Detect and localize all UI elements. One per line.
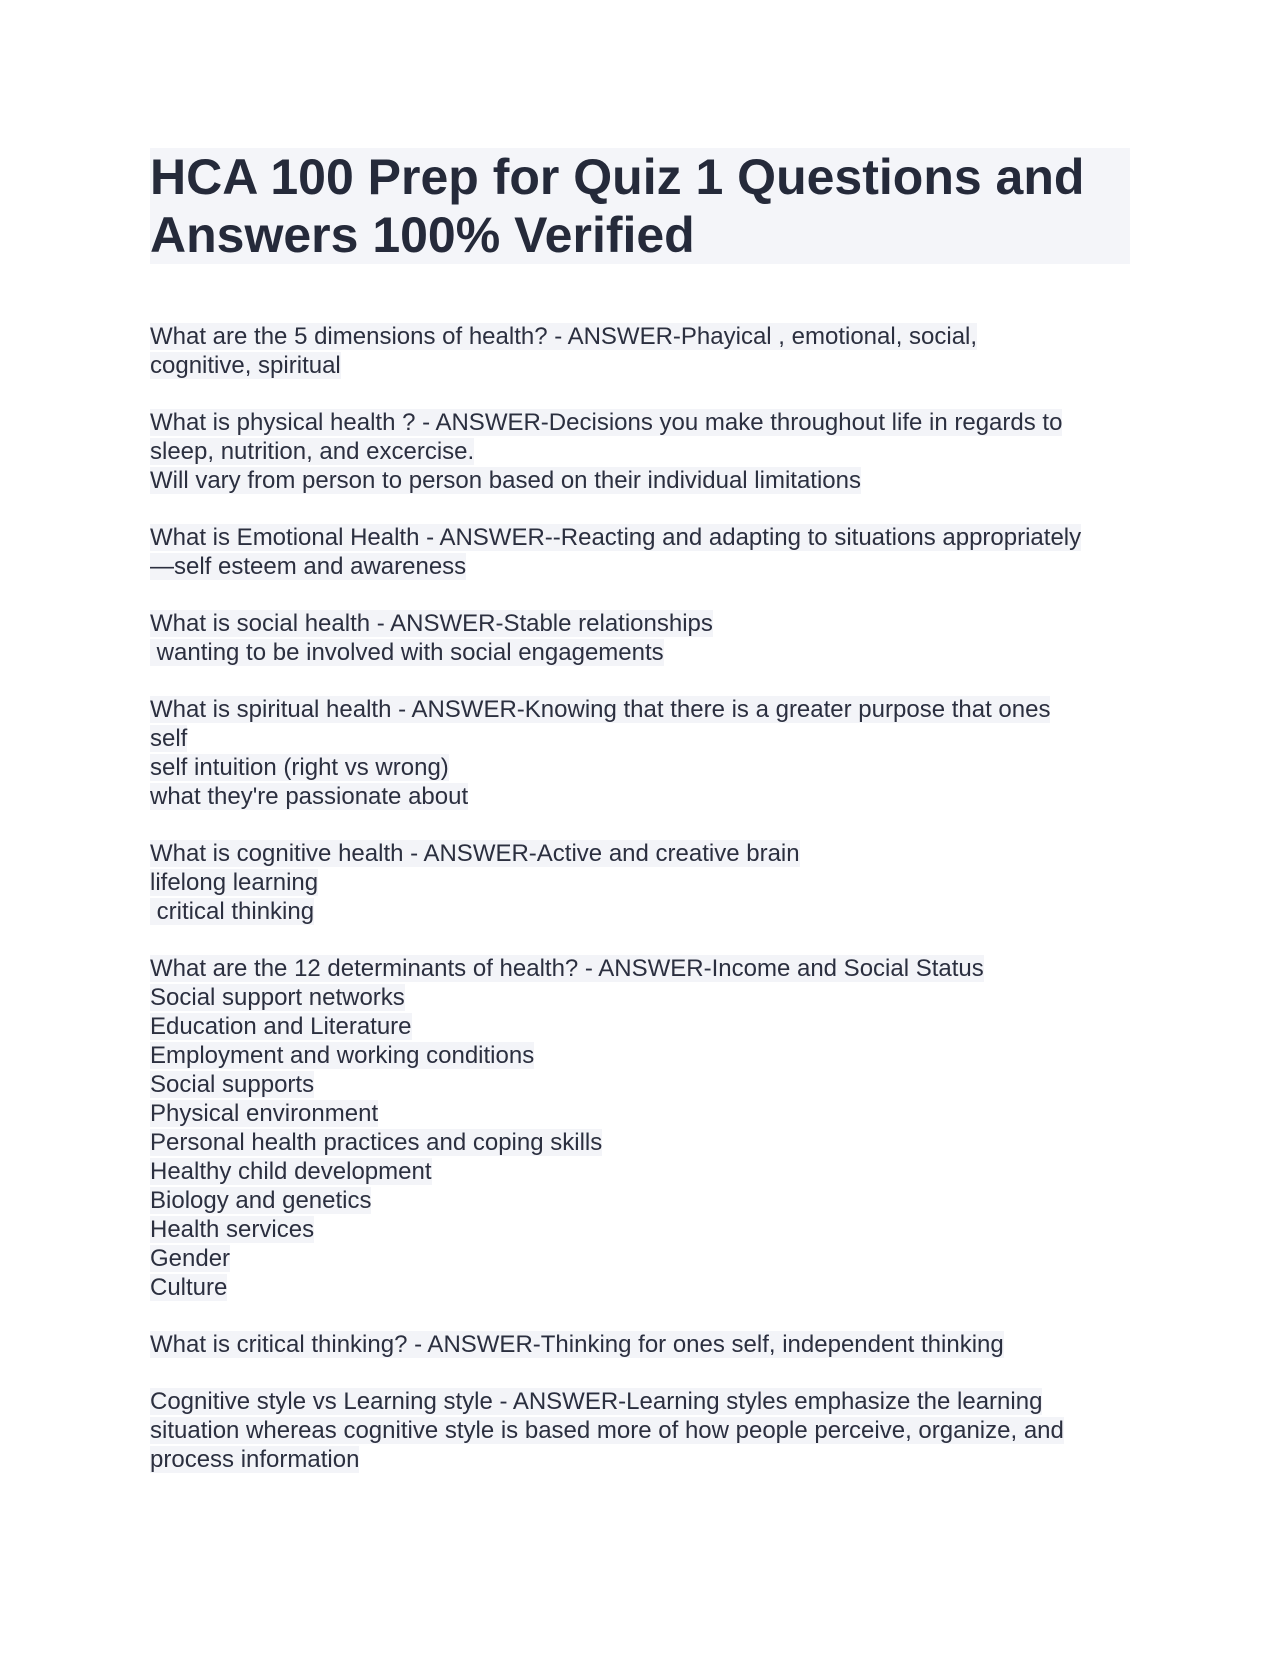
qa-text-line: —self esteem and awareness: [150, 553, 467, 580]
qa-item: [150, 523, 1130, 581]
qa-list: [150, 322, 1130, 1474]
qa-text-line: self intuition (right vs wrong): [150, 754, 449, 781]
qa-text-line: Health services: [150, 1216, 315, 1243]
qa-item: [150, 408, 1130, 495]
qa-text-line: Social support networks: [150, 984, 405, 1011]
qa-text-line: lifelong learning: [150, 869, 319, 896]
qa-item: [150, 1387, 1130, 1474]
qa-text-line: What is spiritual health - ANSWER-Knowing that there is a greater purpose that ones: [150, 696, 1051, 723]
qa-text-line: Gender: [150, 1245, 231, 1272]
qa-text-line: Physical environment: [150, 1100, 379, 1127]
qa-text-line: What is cognitive health - ANSWER-Active and creative brain: [150, 840, 800, 867]
qa-text-line: What is physical health ? - ANSWER-Decisions you make throughout life in regards to: [150, 409, 1063, 436]
qa-text-line: sleep, nutrition, and excercise.: [150, 438, 475, 465]
qa-text-line: What are the 12 determinants of health? - ANSWER-Income and Social Status: [150, 955, 984, 982]
qa-text-line: What is Emotional Health - ANSWER--Reacting and adapting to situations appropriately: [150, 524, 1082, 551]
qa-text-line: Education and Literature: [150, 1013, 412, 1040]
qa-text-line: Cognitive style vs Learning style - ANSWER-Learning styles emphasize the learning: [150, 1388, 1043, 1415]
qa-text-line: Healthy child development: [150, 1158, 432, 1185]
qa-item: [150, 839, 1130, 926]
qa-item: [150, 695, 1130, 811]
qa-item: [150, 609, 1130, 667]
qa-item: [150, 322, 1130, 380]
qa-text-line: Social supports: [150, 1071, 315, 1098]
qa-text-line: process information: [150, 1446, 360, 1473]
qa-text-line: cognitive, spiritual: [150, 352, 341, 379]
qa-text-line: what they're passionate about: [150, 783, 469, 810]
document-title: HCA 100 Prep for Quiz 1 Questions and Answers 100% Verified: [150, 148, 1130, 264]
qa-text-line: critical thinking: [150, 898, 315, 925]
qa-item: [150, 954, 1130, 1302]
qa-text-line: What is critical thinking? - ANSWER-Thinking for ones self, independent thinking: [150, 1331, 1004, 1358]
qa-text-line: What are the 5 dimensions of health? - ANSWER-Phayical , emotional, social,: [150, 323, 978, 350]
qa-text-line: Culture: [150, 1274, 228, 1301]
qa-text-line: Personal health practices and coping skills: [150, 1129, 603, 1156]
qa-text-line: What is social health - ANSWER-Stable relationships: [150, 610, 713, 637]
document-page: [150, 148, 1130, 1502]
qa-item: [150, 1330, 1130, 1359]
qa-text-line: situation whereas cognitive style is based more of how people perceive, organize, and: [150, 1417, 1064, 1444]
qa-text-line: Will vary from person to person based on their individual limitations: [150, 467, 861, 494]
qa-text-line: wanting to be involved with social engagements: [150, 639, 664, 666]
qa-text-line: Employment and working conditions: [150, 1042, 535, 1069]
qa-text-line: self: [150, 725, 188, 752]
qa-text-line: Biology and genetics: [150, 1187, 372, 1214]
